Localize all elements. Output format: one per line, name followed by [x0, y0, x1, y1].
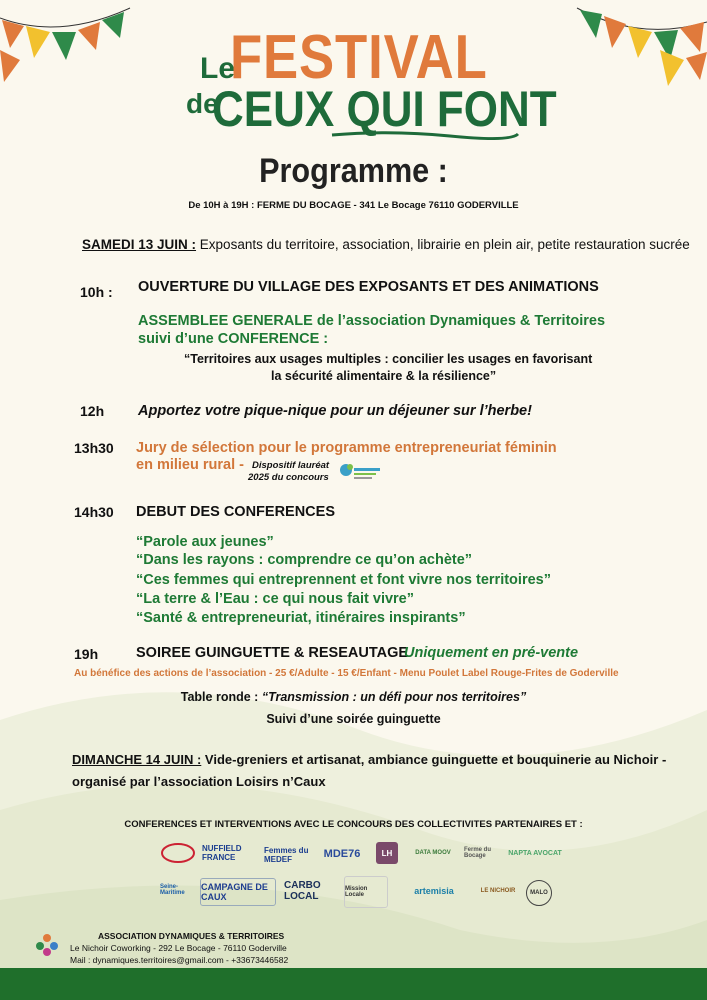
sunday-line-1	[72, 752, 666, 767]
association-name: ASSOCIATION DYNAMIQUES & TERRITOIRES	[98, 931, 285, 941]
title-underline	[330, 130, 520, 140]
malo-logo: MALO	[526, 880, 552, 906]
mission-locale-logo: Mission Locale	[344, 876, 388, 908]
talk-item: “Ces femmes qui entreprennent et font vivre nos territoires”	[136, 572, 551, 588]
partners-title: CONFERENCES ET INTERVENTIONS AVEC LE CONCOURS DES COLLECTIVITES PARTENAIRES ET :	[124, 819, 583, 830]
conference-line-1: “Territoires aux usages multiples : concilier les usages en favorisant	[184, 352, 593, 366]
napta-avocat-logo: NAPTA AVOCAT	[508, 849, 562, 857]
carbo-local-logo: CARBO LOCAL	[284, 880, 321, 902]
table-ronde-title: “Transmission : un défi pour nos territoires”	[261, 690, 527, 704]
lh-logo: LH	[376, 842, 398, 864]
talk-item: “Parole aux jeunes”	[136, 534, 274, 550]
campagne-de-caux-logo: CAMPAGNE DE CAUX	[200, 878, 276, 906]
association-contact: Mail : dynamiques.territoires@gmail.com - +33673446582	[70, 955, 289, 965]
table-ronde-label: Table ronde :	[180, 690, 259, 704]
soiree-suivi: Suivi d’une soirée guinguette	[266, 712, 441, 726]
talk-item: “Dans les rayons : comprendre ce qu’on achète”	[136, 552, 473, 568]
programme-title: Programme :	[259, 152, 448, 190]
association-address: Le Nichoir Coworking - 292 Le Bocage - 76110 Goderville	[70, 943, 287, 953]
sunday-text: Vide-greniers et artisanat, ambiance guinguette et bouquinerie au Nichoir -	[204, 752, 667, 767]
time-14h30: 14h30	[74, 504, 114, 520]
title-de: de	[186, 88, 219, 119]
talk-item: “La terre & l’Eau : ce qui nous fait vivre”	[136, 591, 414, 607]
title-le: Le	[200, 52, 236, 85]
prevente-note: Uniquement en pré-vente	[404, 645, 579, 661]
semeur-innovation-logo	[338, 461, 382, 483]
sunday-date: DIMANCHE 14 JUIN :	[72, 752, 202, 767]
saturday-date: SAMEDI 13 JUIN :	[82, 237, 197, 252]
time-12h: 12h	[80, 403, 105, 419]
time-19h: 19h	[74, 646, 99, 662]
table-ronde-line	[0, 690, 707, 704]
footer-band	[0, 968, 707, 1000]
title-festival: FESTIVAL	[230, 23, 488, 92]
soiree-heading: SOIREE GUINGUETTE & RESEAUTAGE	[136, 645, 409, 661]
femmes-medef-logo: Femmes du MEDEF	[264, 846, 309, 864]
picnic-text: Apportez votre pique-nique pour un déjeuner sur l’herbe!	[138, 403, 532, 419]
saturday-text: Exposants du territoire, association, librairie en plein air, petite restauration sucrée	[199, 237, 690, 252]
conference-line-2: la sécurité alimentaire & la résilience”	[271, 369, 497, 383]
jury-line-1: Jury de sélection pour le programme entrepreneuriat féminin	[136, 440, 557, 456]
opening-heading: OUVERTURE DU VILLAGE DES EXPOSANTS ET DES ANIMATIONS	[138, 279, 599, 295]
nuffield-logo: NUFFIELD FRANCE	[202, 844, 242, 862]
talk-item: “Santé & entrepreneuriat, itinéraires inspirants”	[136, 610, 466, 626]
ferme-bocage-logo: Ferme du Bocage	[464, 847, 492, 859]
title-ceux-qui-font: CEUX QUI FONT	[212, 81, 557, 137]
region-partner-logo	[160, 842, 196, 864]
artemisia-logo: artemisia	[414, 886, 454, 896]
ag-line-2: suivi d’une CONFERENCE :	[138, 331, 329, 347]
association-logo	[32, 930, 62, 960]
conferences-heading: DEBUT DES CONFERENCES	[136, 504, 335, 520]
le-nichoir-logo: LE NICHOIR	[480, 888, 516, 894]
dispositif-line-2: 2025 du concours	[248, 472, 329, 483]
mde76-logo: MDE76	[323, 848, 361, 860]
ag-line-1: ASSEMBLEE GENERALE de l’association Dynamiques & Territoires	[138, 313, 606, 329]
time-10h: 10h :	[80, 284, 113, 300]
benefice-line: Au bénéfice des actions de l’association - 25 €/Adulte - 15 €/Enfant - Menu Poulet Label Rouge-Frites de Goderville	[74, 668, 619, 679]
jury-line-2: en milieu rural -	[136, 457, 244, 473]
sunday-line-2: organisé par l’association Loisirs n’Caux	[72, 774, 326, 789]
hours-location: De 10H à 19H : FERME DU BOCAGE - 341 Le Bocage 76110 GODERVILLE	[188, 200, 519, 211]
dispositif-line-1: Dispositif lauréat	[252, 460, 330, 471]
time-13h30: 13h30	[74, 440, 114, 456]
seine-maritime-logo: Seine-Maritime	[160, 884, 185, 896]
saturday-line	[82, 237, 690, 252]
data-moov-logo: DATA MOOV	[415, 850, 451, 856]
